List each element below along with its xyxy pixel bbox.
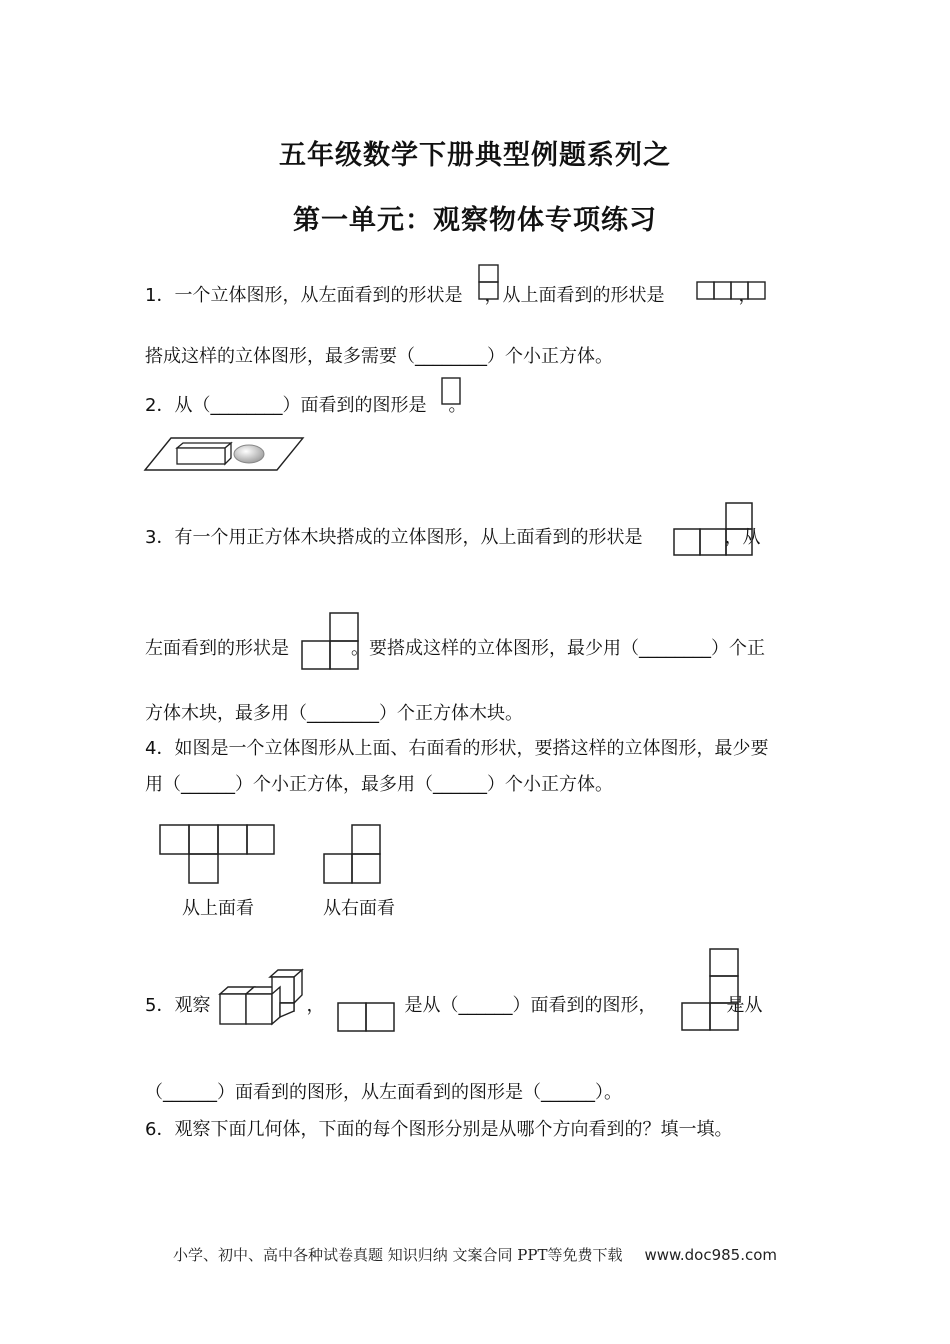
q4-caption-top: 从上面看 xyxy=(182,898,254,919)
q3-text-a: 3．有一个用正方体木块搭成的立体图形，从上面看到的形状是 xyxy=(145,527,643,548)
question-5-line-2: （______）面看到的图形，从左面看到的图形是（______）。 xyxy=(145,1082,622,1103)
q3-text-b: ，从 xyxy=(724,527,761,548)
question-4-line-2: 用（______）个小正方体，最多用（______）个小正方体。 xyxy=(145,774,613,795)
q2-objects-figure xyxy=(143,436,305,472)
q5-solid-figure xyxy=(218,967,306,1029)
q2-text-a: 2．从（________）面看到的图形是 xyxy=(145,395,427,416)
q3-left-view-figure xyxy=(300,611,362,671)
question-2-line xyxy=(145,394,466,418)
page-footer xyxy=(0,1244,950,1265)
question-3-line-3: 方体木块，最多用（________）个正方体木块。 xyxy=(145,703,523,724)
q3-text-c: 左面看到的形状是 xyxy=(145,638,289,659)
footer-url[interactable]: www.doc985.com xyxy=(644,1246,778,1264)
q2-text-b: 。 xyxy=(448,395,467,416)
question-1-line-1 xyxy=(145,284,756,308)
q5-text-b: ， xyxy=(306,995,325,1016)
q1-left-view-figure xyxy=(478,264,500,302)
q3-top-view-figure xyxy=(673,501,755,557)
footer-text: 小学、初中、高中各种试卷真题 知识归纳 文案合同 PPT等免费下载 xyxy=(172,1246,623,1264)
q5-text-c: 是从（______）面看到的图形， xyxy=(404,995,657,1016)
q4-top-view-figure xyxy=(159,823,277,885)
q5-side-view-figure xyxy=(681,947,743,1033)
q1-text-b: ，从上面看到的形状是 xyxy=(484,285,665,306)
q4-right-view-figure xyxy=(323,823,383,885)
question-3-line-2 xyxy=(145,637,765,661)
q1-text-a: 1．一个立体图形，从左面看到的形状是 xyxy=(145,285,463,306)
q4-caption-right: 从右面看 xyxy=(323,898,395,919)
q1-top-view-figure xyxy=(696,281,770,301)
question-6-line: 6．观察下面几何体，下面的每个图形分别是从哪个方向看到的？填一填。 xyxy=(145,1119,733,1140)
q5-text-a: 5．观察 xyxy=(145,995,211,1016)
q2-view-figure xyxy=(441,377,463,407)
q3-text-d: 。要搭成这样的立体图形，最少用（________）个正 xyxy=(351,638,765,659)
q5-front-view-figure xyxy=(336,1001,398,1035)
question-4-line-1: 4．如图是一个立体图形从上面、右面看的形状，要搭这样的立体图形，最少要 xyxy=(145,738,769,759)
q5-text-d: 是从 xyxy=(726,995,763,1016)
question-3-line-1 xyxy=(145,526,760,550)
page-title: 五年级数学下册典型例题系列之 xyxy=(279,140,671,171)
question-1-line-2: 搭成这样的立体图形，最多需要（________）个小正方体。 xyxy=(145,346,613,367)
q1-text-c: ， xyxy=(738,285,757,306)
page-subtitle: 第一单元：观察物体专项练习 xyxy=(293,205,657,236)
